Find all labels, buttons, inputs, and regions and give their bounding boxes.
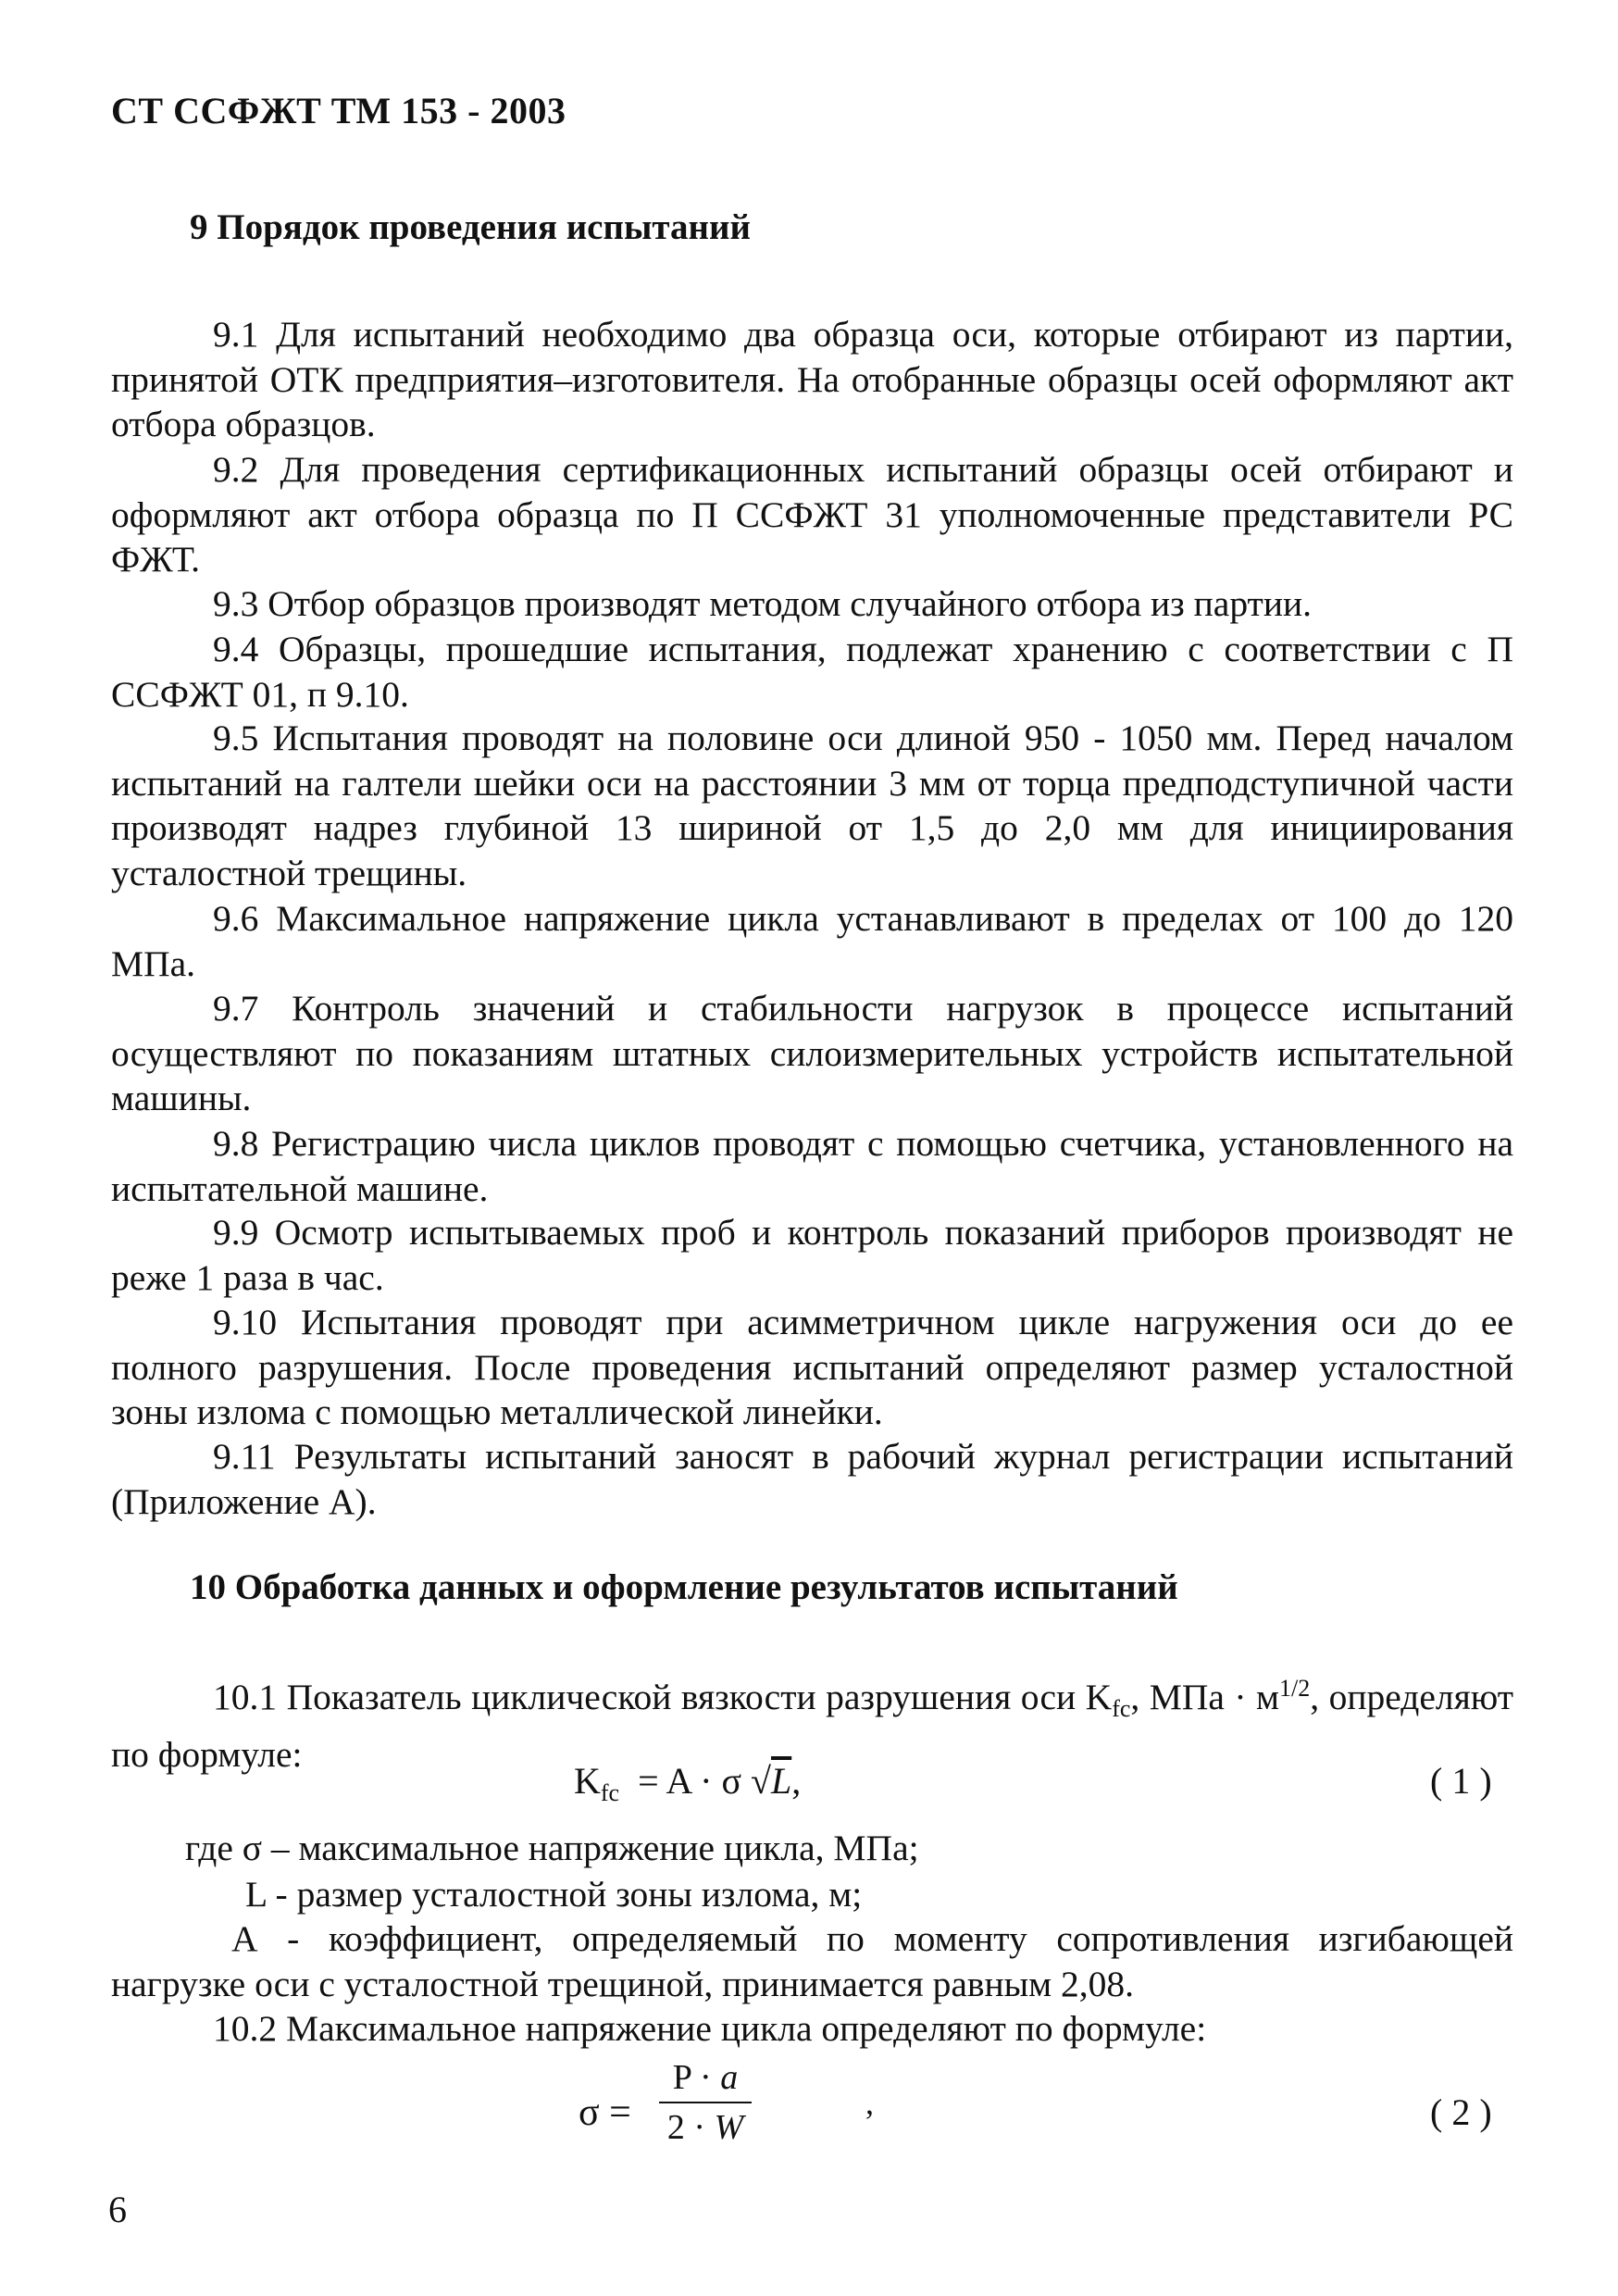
denominator-coefficient: 2 · [666,2108,715,2147]
numerator-variable: a [720,2058,739,2097]
paragraph-9-11: 9.11 Результаты испытаний заносят в рабочий журнал регистрации испытаний (Приложение А). [111,1436,1513,1522]
denominator-variable: W [714,2108,744,2147]
paragraph-10-2: 10.2 Максимальное напряжение цикла определяют по формуле: [213,2008,1207,2049]
formula-2-fraction [659,2057,752,2148]
paragraph-9-10: 9.10 Испытания проводят при асимметричном цикле нагружения оси до ее полного разрушения. После проведения испытаний определяют размер усталостной зоны излома с помощью металлической линейки. [111,1302,1513,1432]
page-number: 6 [108,2189,127,2230]
paragraph-9-9: 9.9 Осмотр испытываемых проб и контроль показаний приборов производят не реже 1 раза в час. [111,1212,1513,1298]
formula-2-comma: , [865,2084,874,2121]
paragraph-10-1 [111,1666,1513,1777]
paragraph-9-4: 9.4 Образцы, прошедшие испытания, подлежат хранению с соответствии с П ССФЖТ 01, п 9.10. [111,629,1513,715]
paragraph-10-1-end: , определяют по формуле: [111,1677,1513,1775]
section-10-heading: 10 Обработка данных и оформление результатов испытаний [190,1567,1178,1607]
formula-2-number: ( 2 ) [1430,2091,1492,2133]
paragraph-9-1: 9.1 Для испытаний необходимо два образца оси, которые отбирают из партии, принятой ОТК предприятия–изготовителя. На отобранные образцы осей оформляют акт отбора образцов. [111,314,1513,444]
section-9-heading: 9 Порядок проведения испытаний [190,207,751,247]
document-header: СТ ССФЖТ ТМ 153 - 2003 [111,90,566,131]
paragraph-10-1-unit: , МПа · м [1130,1677,1280,1718]
kfc-subscript: fc [1112,1695,1131,1723]
formula-1-lhs-subscript: fc [600,1779,620,1806]
formula-1-end: , [791,1760,802,1802]
formula-1-number: ( 1 ) [1430,1760,1492,1802]
formula-1-rhs: = A · σ √ [638,1760,771,1802]
where-L: L - размер усталостной зоны излома, м; [245,1874,863,1915]
paragraph-9-3: 9.3 Отбор образцов производят методом случайного отбора из партии. [213,583,1312,624]
where-sigma: где σ – максимальное напряжение цикла, МПа; [185,1828,919,1868]
formula-1-lhs: K [574,1760,601,1802]
formula-1 [574,1759,801,1807]
numerator-coefficient: P · [672,2058,721,2097]
paragraph-10-1-text: 10.1 Показатель циклической вязкости разрушения оси K [213,1677,1113,1718]
formula-1-sqrt-var: L [770,1760,792,1802]
formula-2-lhs: σ = [579,2091,631,2134]
paragraph-9-2: 9.2 Для проведения сертификационных испытаний образцы осей отбирают и оформляют акт отбора образца по П ССФЖТ 31 уполномоченные представители РС ФЖТ. [111,449,1513,580]
paragraph-9-8: 9.8 Регистрацию числа циклов проводят с помощью счетчика, установленного на испытательной машине. [111,1123,1513,1209]
paragraph-9-6: 9.6 Максимальное напряжение цикла устанавливают в пределах от 100 до 120 МПа. [111,898,1513,984]
formula-2-numerator [659,2057,752,2103]
paragraph-9-7: 9.7 Контроль значений и стабильности нагрузок в процессе испытаний осуществляют по показаниям штатных силоизмерительных устройств испытательной машины. [111,988,1513,1118]
formula-2-denominator [659,2103,752,2148]
where-A: А - коэффициент, определяемый по моменту сопротивления изгибающей нагрузке оси с усталостной трещиной, принимается равным 2,08. [111,1918,1513,2004]
unit-exponent: 1/2 [1279,1675,1311,1702]
paragraph-9-5: 9.5 Испытания проводят на половине оси длиной 950 - 1050 мм. Перед началом испытаний на галтели шейки оси на расстоянии 3 мм от торца предподступичной части производят надрез глубиной 13 шириной от 1,5 до 2,0 мм для инициирования усталостной трещины. [111,718,1513,893]
